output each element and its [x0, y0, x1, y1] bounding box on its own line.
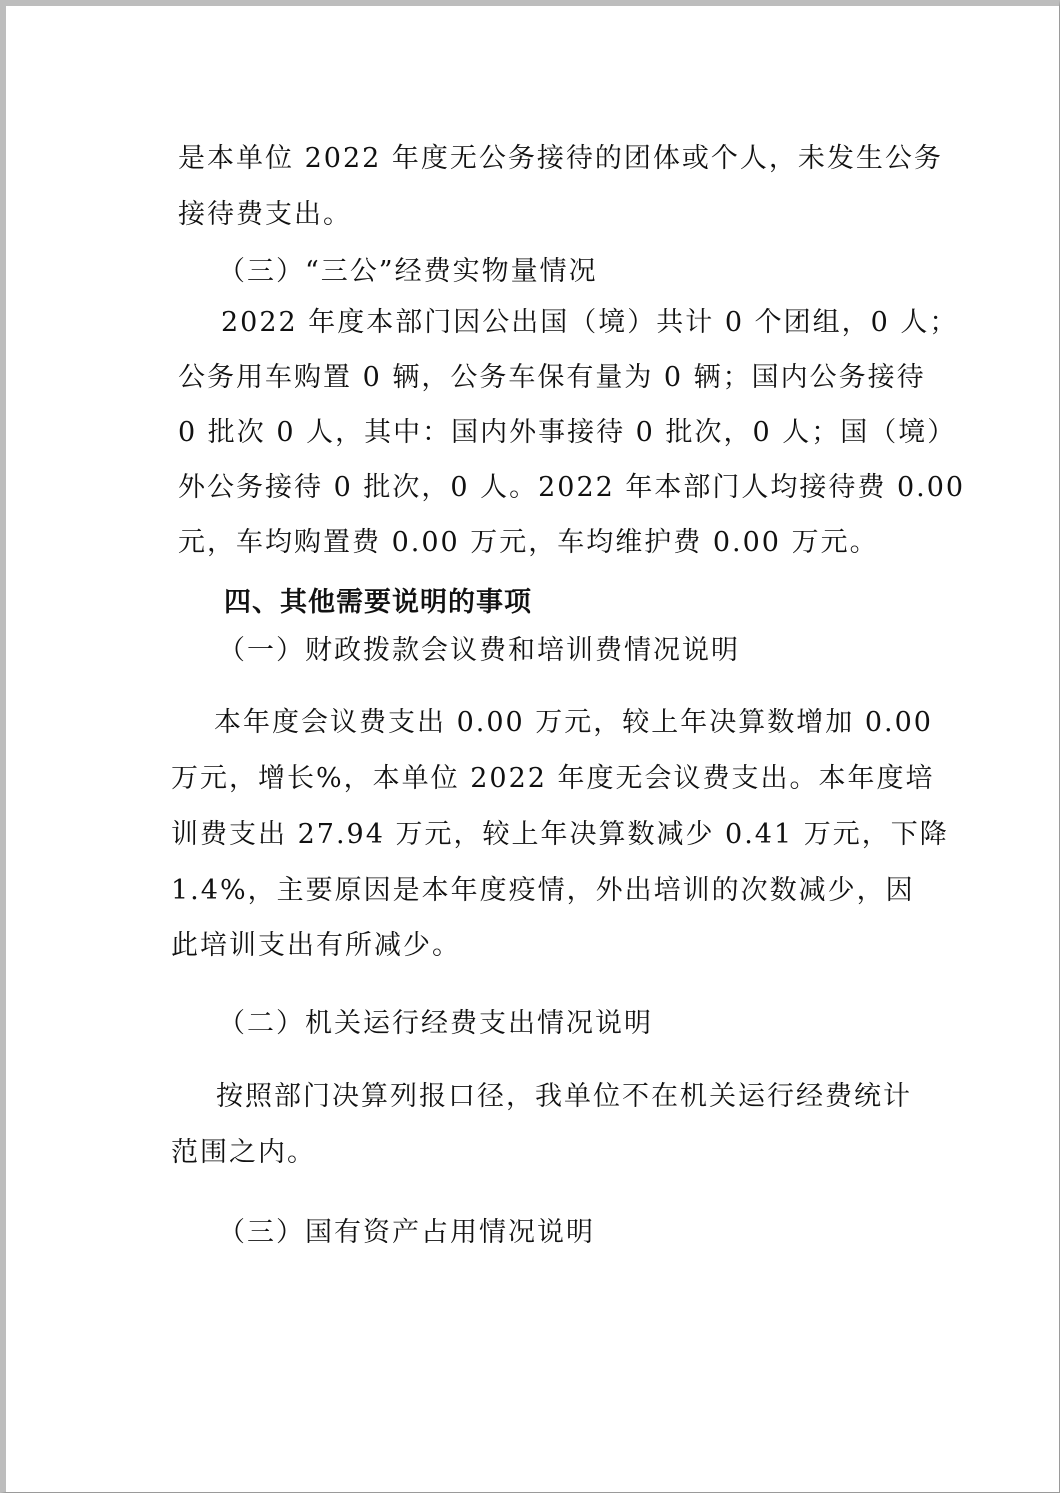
paragraph-line: 本年度会议费支出 0.00 万元，较上年决算数增加 0.00	[214, 707, 933, 738]
paragraph-line: 万元，增长%，本单位 2022 年度无会议费支出。本年度培	[171, 763, 935, 794]
subsection-heading: （二）机关运行经费支出情况说明	[218, 1008, 653, 1039]
paragraph-line: 此培训支出有所减少。	[171, 930, 461, 961]
paragraph-line: 是本单位 2022 年度无公务接待的团体或个人，未发生公务	[178, 143, 943, 174]
paragraph-line: 0 批次 0 人，其中：国内外事接待 0 批次，0 人；国（境）	[178, 417, 957, 448]
paragraph-line: 外公务接待 0 批次，0 人。2022 年本部门人均接待费 0.00	[178, 472, 966, 503]
section-heading: 四、其他需要说明的事项	[224, 587, 532, 618]
paragraph-line: 训费支出 27.94 万元，较上年决算数减少 0.41 万元，下降	[171, 819, 949, 850]
paragraph-line: 2022 年度本部门因公出国（境）共计 0 个团组，0 人；	[221, 307, 959, 338]
paragraph-line: 1.4%，主要原因是本年度疫情，外出培训的次数减少，因	[171, 875, 915, 906]
paragraph-line: 按照部门决算列报口径，我单位不在机关运行经费统计	[216, 1081, 912, 1112]
paragraph-line: 接待费支出。	[178, 199, 352, 230]
paragraph-line: 元，车均购置费 0.00 万元，车均维护费 0.00 万元。	[178, 527, 879, 558]
subsection-heading: （三）国有资产占用情况说明	[218, 1217, 595, 1248]
paragraph-line: 公务用车购置 0 辆，公务车保有量为 0 辆；国内公务接待	[178, 362, 926, 393]
paragraph-line: 范围之内。	[171, 1137, 316, 1168]
subsection-heading: （三）“三公”经费实物量情况	[218, 256, 598, 287]
subsection-heading: （一）财政拨款会议费和培训费情况说明	[218, 635, 740, 666]
